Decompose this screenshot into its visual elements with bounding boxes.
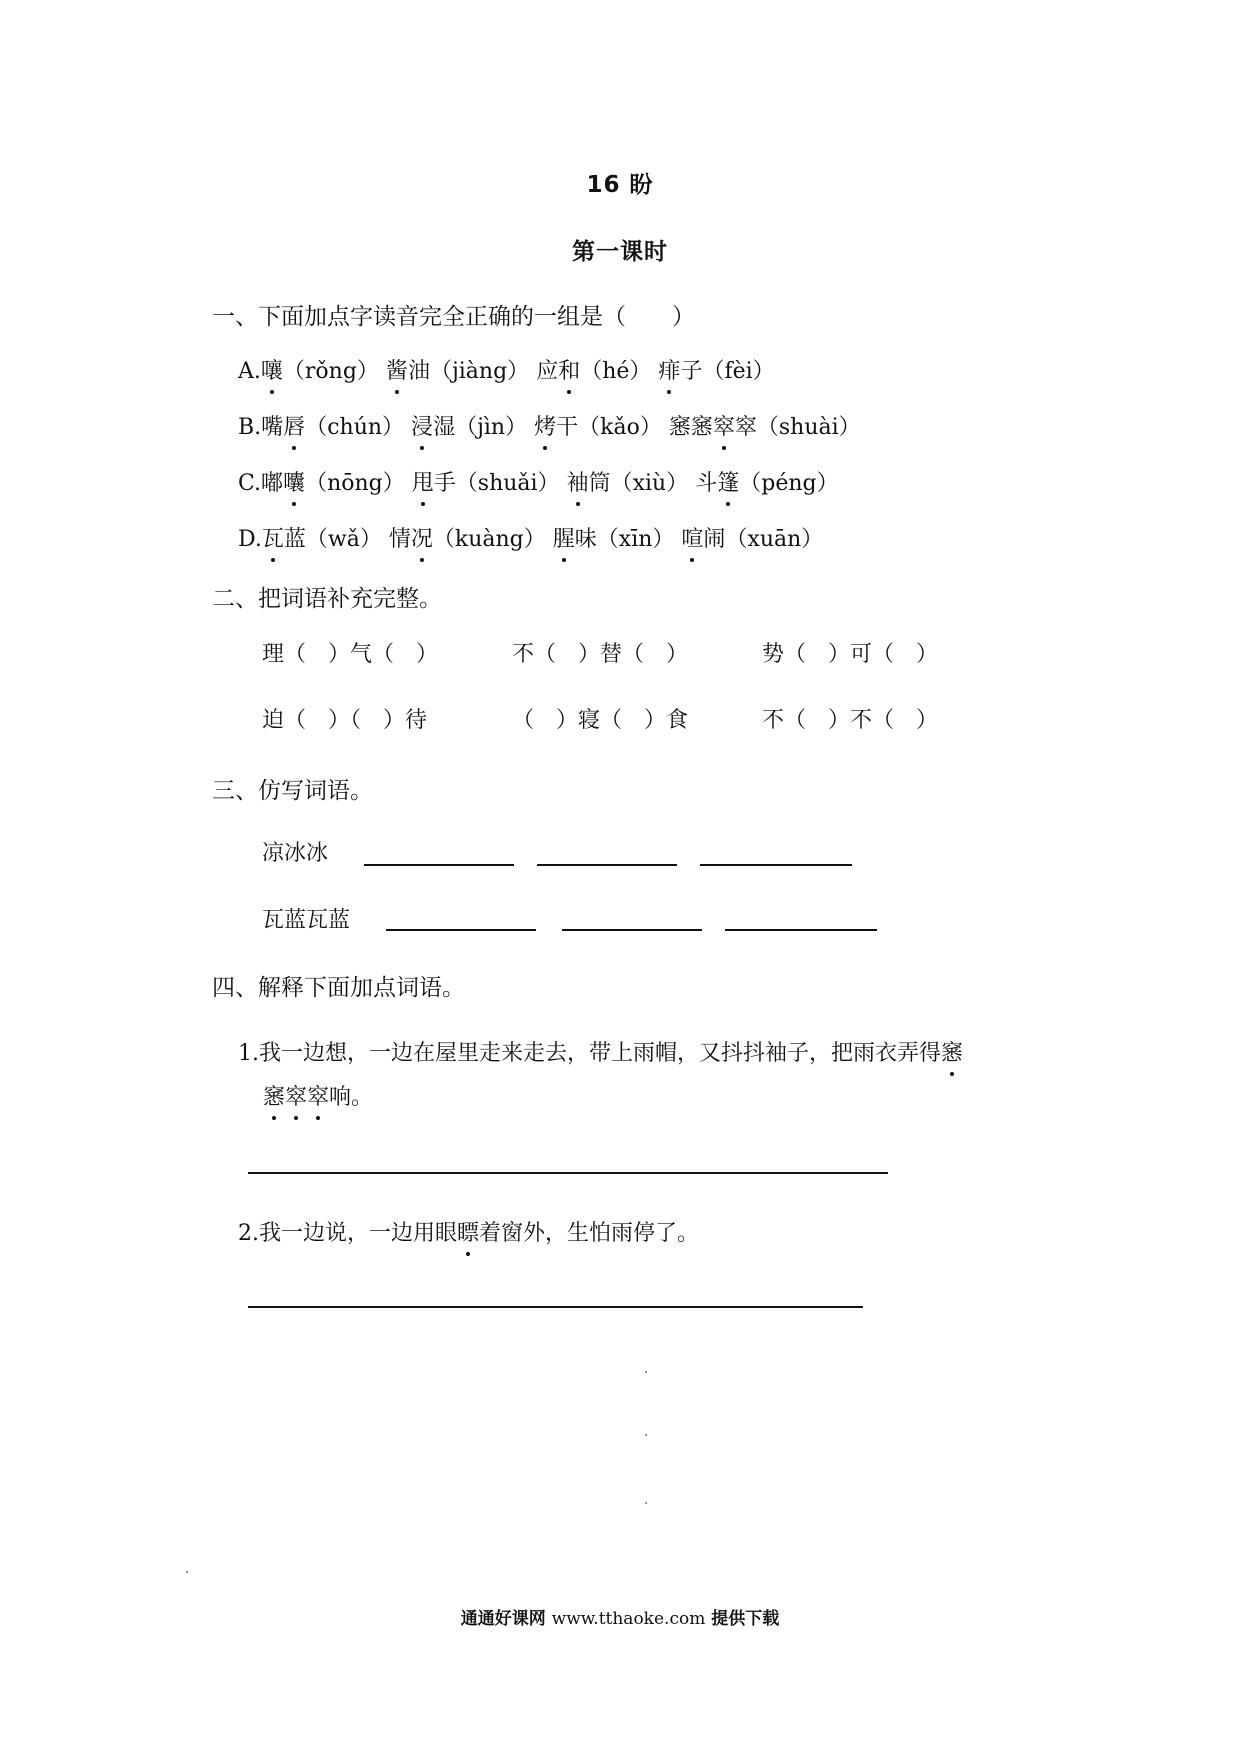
option-letter: D. xyxy=(238,527,262,552)
q4-sentence-1-line-1: 1.我一边想，一边在屋里走来走去，带上雨帽，又抖抖袖子，把雨衣弄得窸 xyxy=(238,1036,963,1067)
q2-blank-4: 迫（ ）（ ）待 xyxy=(262,708,428,733)
pinyin: （wǎ） xyxy=(305,527,382,552)
option-item: 喧闹（xuān） xyxy=(681,527,823,552)
pinyin: （xīn） xyxy=(596,527,675,552)
footer xyxy=(0,1604,1240,1629)
option-item: 瓦蓝（wǎ） xyxy=(262,527,382,552)
answer-line[interactable] xyxy=(537,864,677,866)
q3-example-2: 瓦蓝瓦蓝 xyxy=(262,908,351,933)
option-item: 腥味（xīn） xyxy=(553,527,675,552)
dotted-char: 囔 xyxy=(283,466,305,497)
dotted-char: 痱 xyxy=(658,354,680,385)
option-item: 窸窸窣窣（shuài） xyxy=(669,415,861,440)
option-item: 浸湿（jìn） xyxy=(411,415,527,440)
dotted-char: 况 xyxy=(411,522,433,553)
pinyin: （rǒng） xyxy=(282,359,379,384)
option-item: 嘴唇（chún） xyxy=(261,415,404,440)
pinyin: （shuǎi） xyxy=(455,471,560,496)
dotted-char: 酱 xyxy=(386,354,408,385)
dotted-char: 瞟 xyxy=(457,1216,479,1247)
q4-sentence-1-line-2: 窸窣窣响。 xyxy=(263,1080,373,1111)
answer-line[interactable] xyxy=(364,864,514,866)
answer-line[interactable] xyxy=(562,929,702,931)
dotted-char: 和 xyxy=(558,354,580,385)
option-item: 甩手（shuǎi） xyxy=(412,471,560,496)
option-item: 袖筒（xiù） xyxy=(567,471,689,496)
pinyin: （péng） xyxy=(739,471,839,496)
option-item xyxy=(261,359,379,384)
item-number: 2. xyxy=(238,1221,259,1246)
option-item: 嘟囔（nōng） xyxy=(261,471,405,496)
pinyin: （jìn） xyxy=(455,415,528,440)
q2-blank-2: 不（ ）替（ ） xyxy=(512,642,689,667)
dotted-char: 窣 xyxy=(307,1080,329,1111)
q2-blank-3: 势（ ）可（ ） xyxy=(762,642,939,667)
dotted-char: 窣 xyxy=(285,1080,307,1111)
option-item: 酱油（jiàng） xyxy=(386,359,529,384)
option-item: 痱子（fèi） xyxy=(658,359,774,384)
period-title: 第一课时 xyxy=(572,239,668,265)
pinyin: （shuài） xyxy=(756,415,861,440)
dotted-char: 甩 xyxy=(412,466,434,497)
answer-line[interactable] xyxy=(386,929,536,931)
q4-heading: 四、解释下面加点词语。 xyxy=(212,975,465,1001)
q3-example-1: 凉冰冰 xyxy=(262,841,329,866)
q2-heading: 二、把词语补充完整。 xyxy=(212,586,442,612)
footer-url[interactable]: www.tthaoke.com xyxy=(551,1609,706,1629)
pinyin: （xiù） xyxy=(610,471,689,496)
pinyin: （fèi） xyxy=(702,359,775,384)
pinyin: （hé） xyxy=(580,359,652,384)
q1-option-c xyxy=(238,466,839,497)
q1-heading: 一、下面加点字读音完全正确的一组是（ ） xyxy=(212,304,695,330)
q3-heading: 三、仿写词语。 xyxy=(212,778,373,804)
q2-blank-6: 不（ ）不（ ） xyxy=(762,708,939,733)
scan-speck xyxy=(645,1371,647,1373)
footer-site-name: 通通好课网 xyxy=(460,1609,546,1629)
option-item: 斗篷（péng） xyxy=(695,471,838,496)
answer-line[interactable] xyxy=(725,929,877,931)
dotted-char: 烤 xyxy=(534,410,556,441)
pinyin: （kuàng） xyxy=(432,527,546,552)
dotted-char: 喧 xyxy=(681,522,703,553)
option-item: 情况（kuàng） xyxy=(389,527,546,552)
pinyin: （kǎo） xyxy=(578,415,662,440)
option-item: 应和（hé） xyxy=(536,359,651,384)
option-letter: C. xyxy=(238,471,262,496)
dotted-char: 窸 xyxy=(941,1036,963,1067)
q1-option-a xyxy=(238,354,775,385)
answer-line[interactable] xyxy=(700,864,852,866)
option-item: 烤干（kǎo） xyxy=(534,415,662,440)
q2-blank-5: （ ）寝（ ）食 xyxy=(512,708,689,733)
option-letter: A. xyxy=(238,359,261,384)
dotted-char: 窣 xyxy=(713,410,735,441)
dotted-char: 嚷 xyxy=(261,354,283,385)
q1-option-d xyxy=(238,522,823,553)
dotted-char: 窸 xyxy=(263,1080,285,1111)
item-number: 1. xyxy=(238,1041,259,1066)
pinyin: （chún） xyxy=(305,415,405,440)
pinyin: （xuān） xyxy=(725,527,824,552)
q4-sentence-2: 2.我一边说，一边用眼瞟着窗外，生怕雨停了。 xyxy=(238,1216,699,1247)
answer-line[interactable] xyxy=(248,1306,863,1308)
dotted-char: 袖 xyxy=(567,466,589,497)
footer-note: 提供下载 xyxy=(711,1609,780,1629)
pinyin: （jiàng） xyxy=(429,359,530,384)
scan-speck xyxy=(645,1434,647,1436)
dotted-char: 唇 xyxy=(283,410,305,441)
answer-line[interactable] xyxy=(248,1172,888,1174)
dotted-char: 腥 xyxy=(553,522,575,553)
dotted-char: 瓦 xyxy=(262,522,284,553)
scan-speck xyxy=(645,1502,647,1504)
option-letter: B. xyxy=(238,415,262,440)
q2-blank-1: 理（ ）气（ ） xyxy=(262,642,439,667)
pinyin: （nōng） xyxy=(305,471,405,496)
lesson-title: 16 盼 xyxy=(586,172,654,198)
q1-option-b xyxy=(238,410,861,441)
dotted-char: 篷 xyxy=(717,466,739,497)
scan-speck xyxy=(186,1571,188,1573)
dotted-char: 浸 xyxy=(411,410,433,441)
